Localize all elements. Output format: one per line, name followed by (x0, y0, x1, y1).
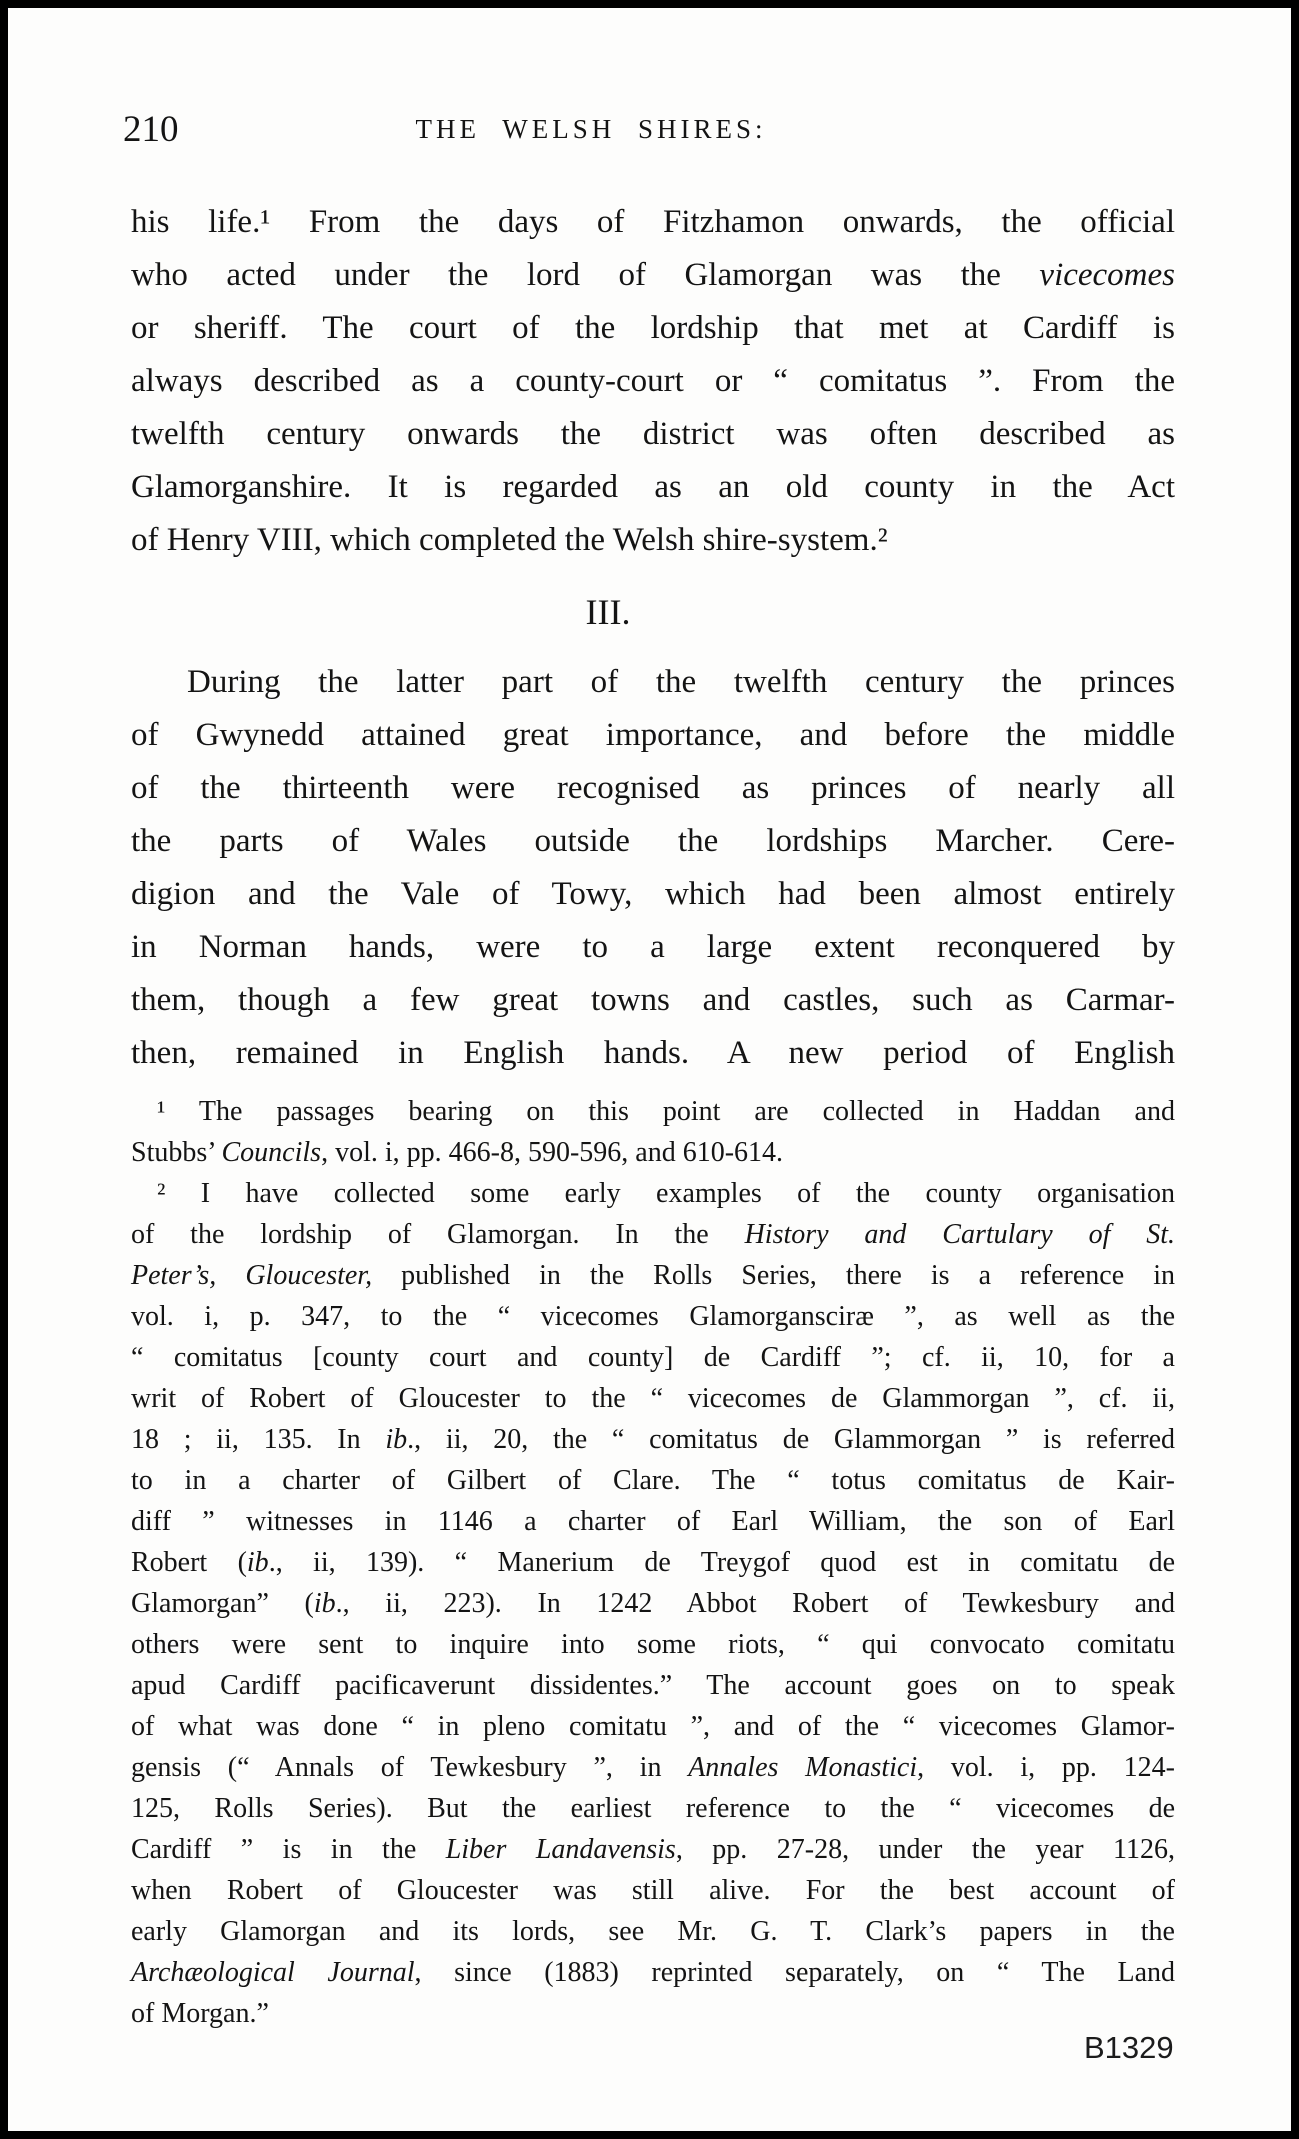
text-line (131, 1378, 1175, 1419)
text-segment: , pp. 27-28, under the year 1126, (675, 1834, 1175, 1865)
text-segment: ¹ The passages bearing on this point are collected in Haddan and (157, 1096, 1175, 1127)
italic-segment: Annales Monastici (688, 1752, 918, 1783)
text-segment: of what was done “ in pleno comitatu ”, and of the “ vicecomes Glamor- (131, 1711, 1175, 1742)
italic-segment: Peter’s, Gloucester, (131, 1260, 373, 1291)
text-segment: writ of Robert of Gloucester to the “ vicecomes de Glammorgan ”, cf. ii, (131, 1383, 1175, 1414)
text-line (131, 1952, 1175, 1993)
text-segment: Robert ( (131, 1547, 247, 1578)
text-segment: the parts of Wales outside the lordships Marcher. Cere- (131, 823, 1175, 859)
text-segment: Glamorgan” ( (131, 1588, 314, 1619)
text-line (131, 1419, 1175, 1460)
text-line (131, 709, 1175, 762)
italic-segment: ib (313, 1588, 336, 1619)
text-segment: Stubbs’ (131, 1137, 222, 1168)
text-line (131, 1091, 1175, 1132)
text-line (131, 1706, 1175, 1747)
text-line (131, 974, 1175, 1027)
text-segment: 18 ; ii, 135. In (131, 1424, 386, 1455)
italic-segment: ib (246, 1547, 269, 1578)
text-segment: always described as a county-court or “ comitatus ”. From the (131, 363, 1175, 399)
text-segment: , vol. i, pp. 466-8, 590-596, and 610-614. (321, 1137, 784, 1168)
running-title: THE WELSH SHIRES: (415, 114, 767, 144)
text-line (131, 1337, 1175, 1378)
text-line (131, 249, 1175, 302)
text-line (131, 1870, 1175, 1911)
text-line (131, 514, 1175, 567)
text-segment: apud Cardiff pacificaverunt dissidentes.” The account goes on to speak (131, 1670, 1175, 1701)
italic-segment: Liber Landavensis (445, 1834, 676, 1865)
paragraph-1 (131, 196, 1175, 567)
text-line (131, 1583, 1175, 1624)
text-line (131, 815, 1175, 868)
text-segment: early Glamorgan and its lords, see Mr. G. T. Clark’s papers in the (131, 1916, 1175, 1947)
text-segment: his life.¹ From the days of Fitzhamon onwards, the official (131, 204, 1175, 240)
italic-segment: History and Cartulary of St. (744, 1219, 1175, 1250)
text-segment: of Henry VIII, which completed the Welsh shire-system.² (131, 522, 888, 558)
text-segment: of the thirteenth were recognised as princes of nearly all (131, 770, 1175, 806)
text-segment: then, remained in English hands. A new period of English (131, 1035, 1175, 1071)
text-line (131, 1501, 1175, 1542)
text-segment: diff ” witnesses in 1146 a charter of Earl William, the son of Earl (131, 1506, 1175, 1537)
text-line (131, 1624, 1175, 1665)
text-line (131, 1993, 1175, 2034)
text-line (131, 1214, 1175, 1255)
text-segment: ., ii, 20, the “ comitatus de Glammorgan ” is referred (407, 1424, 1176, 1455)
text-line (131, 1296, 1175, 1337)
text-segment: , since (1883) reprinted separately, on “ The Land (414, 1957, 1175, 1988)
text-segment: , vol. i, pp. 124- (917, 1752, 1175, 1783)
text-segment: twelfth century onwards the district was often described as (131, 416, 1175, 452)
text-line (131, 1665, 1175, 1706)
text-line (131, 1542, 1175, 1583)
text-segment: of the lordship of Glamorgan. In the (131, 1219, 745, 1250)
text-segment: digion and the Vale of Towy, which had been almost entirely (131, 876, 1175, 912)
text-segment: 125, Rolls Series). But the earliest reference to the “ vicecomes de (131, 1793, 1175, 1824)
text-segment: vol. i, p. 347, to the “ vicecomes Glamorgansciræ ”, as well as the (131, 1301, 1175, 1332)
text-segment: ² I have collected some early examples of the county organisation (157, 1178, 1175, 1209)
text-segment: when Robert of Gloucester was still alive. For the best account of (131, 1875, 1175, 1906)
text-segment: of Gwynedd attained great importance, and before the middle (131, 717, 1175, 753)
text-line (131, 868, 1175, 921)
text-segment: to in a charter of Gilbert of Clare. The “ totus comitatus de Kair- (131, 1465, 1175, 1496)
italic-segment: ib (385, 1424, 408, 1455)
text-segment: Cardiff ” is in the (131, 1834, 446, 1865)
text-line (131, 656, 1175, 709)
text-line (131, 762, 1175, 815)
italic-segment: Archæological Journal (131, 1957, 415, 1988)
text-segment: them, though a few great towns and castles, such as Carmar- (131, 982, 1175, 1018)
text-segment: gensis (“ Annals of Tewkesbury ”, in (131, 1752, 689, 1783)
text-segment: published in the Rolls Series, there is a reference in (372, 1260, 1175, 1291)
italic-segment: vicecomes (1039, 257, 1175, 293)
text-segment: ., ii, 223). In 1242 Abbot Robert of Tewkesbury and (335, 1588, 1175, 1619)
text-line (131, 1255, 1175, 1296)
text-line (131, 1829, 1175, 1870)
text-line (131, 1788, 1175, 1829)
text-segment: “ comitatus [county court and county] de Cardiff ”; cf. ii, 10, for a (131, 1342, 1175, 1373)
text-segment: others were sent to inquire into some riots, “ qui convocato comitatu (131, 1629, 1175, 1660)
plate-mark: B1329 (1084, 2030, 1174, 2065)
text-line (131, 921, 1175, 974)
text-segment: ., ii, 139). “ Manerium de Treygof quod est in comitatu de (268, 1547, 1176, 1578)
page-number: 210 (123, 109, 179, 150)
text-line (131, 1173, 1175, 1214)
paragraph-2 (131, 656, 1175, 1080)
text-segment: or sheriff. The court of the lordship that met at Cardiff is (131, 310, 1175, 346)
text-line (131, 1911, 1175, 1952)
text-segment: of Morgan.” (131, 1998, 269, 2029)
text-segment: Glamorganshire. It is regarded as an old county in the Act (131, 469, 1175, 505)
footnotes (131, 1091, 1175, 2034)
text-segment: During the latter part of the twelfth century the princes (187, 664, 1175, 700)
text-line (131, 461, 1175, 514)
text-segment: who acted under the lord of Glamorgan was the (131, 257, 1040, 293)
text-line (131, 1460, 1175, 1501)
text-line (131, 1132, 1175, 1173)
text-line (131, 1027, 1175, 1080)
italic-segment: Councils (221, 1137, 322, 1168)
section-heading: III. (585, 592, 631, 632)
text-line (131, 408, 1175, 461)
text-line (131, 196, 1175, 249)
text-segment: in Norman hands, were to a large extent reconquered by (131, 929, 1175, 965)
text-line (131, 302, 1175, 355)
text-line (131, 355, 1175, 408)
text-line (131, 1747, 1175, 1788)
